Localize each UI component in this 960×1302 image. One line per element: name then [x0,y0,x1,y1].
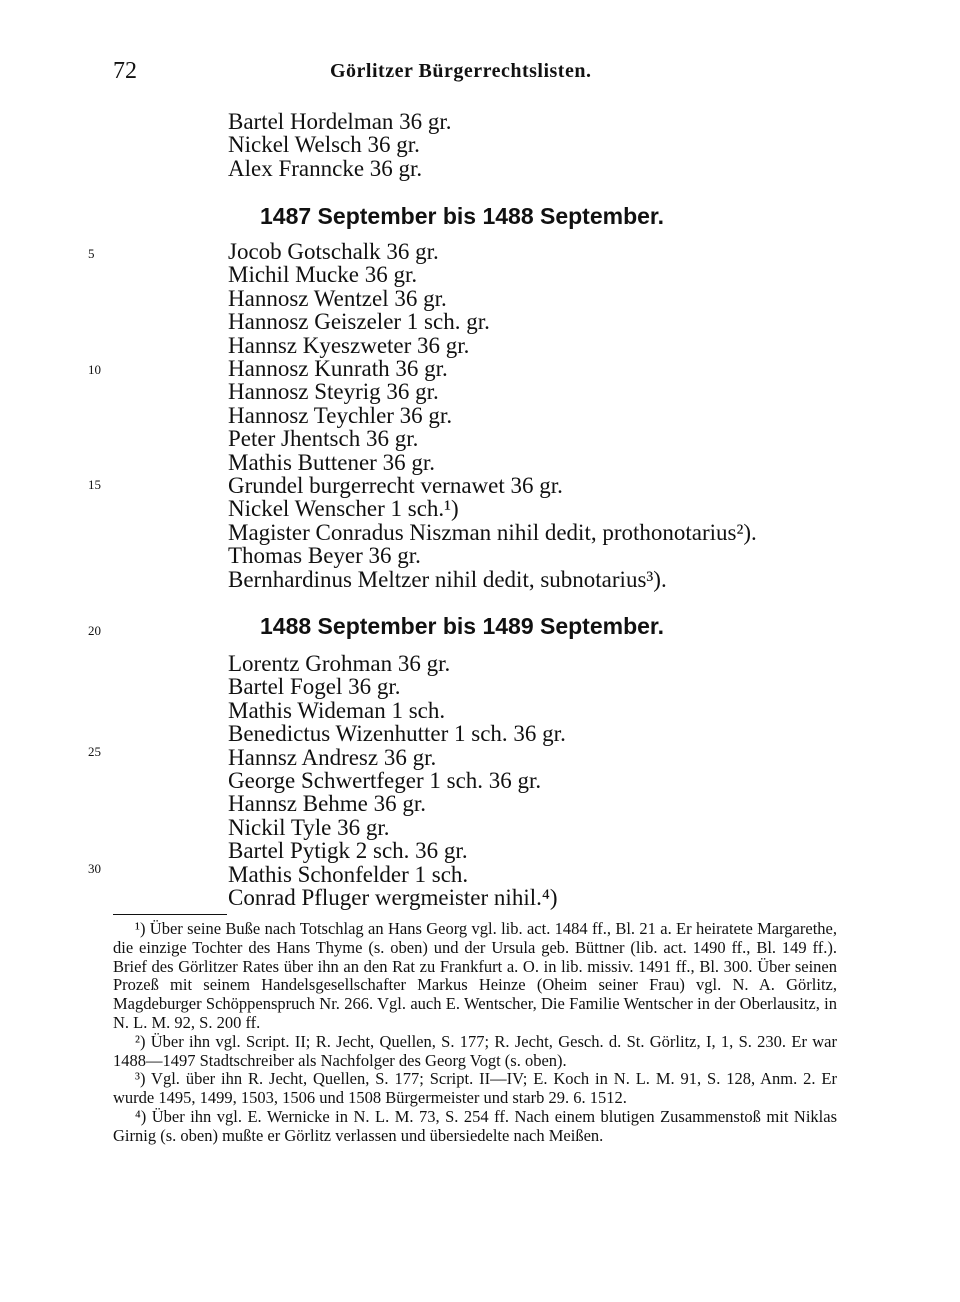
list-item: Mathis Schonfelder 1 sch. [228,861,469,887]
line-number: 10 [88,362,101,377]
entry-list-1487 [228,240,848,591]
line-number: 30 [88,861,101,876]
list-item: Bernhardinus Meltzer nihil dedit, subnotarius³). [228,566,667,592]
list-item: Nickel Welsch 36 gr. [228,132,420,158]
list-item: Lorentz Grohman 36 gr. [228,651,451,676]
list-item: Alex Franncke 36 gr. [228,155,423,181]
list-item: Hannosz Steyrig 36 gr. [228,379,439,405]
list-item: Hannosz Kunrath 36 gr. [228,356,448,382]
list-item: Hannosz Wentzel 36 gr. [228,285,447,311]
footnote: ⁴) Über ihn vgl. E. Wernicke in N. L. M. 73, S. 254 ff. Nach einem blutigen Zusammenstoß mit Niklas Girnig (s. oben) mußte er Görlitz verlassen und übersiedelte nach Meißen. [113,1106,837,1145]
list-item: Bartel Pytigk 2 sch. 36 gr. [228,838,468,864]
list-item: Mathis Buttener 36 gr. [228,449,435,475]
line-number: 5 [88,246,95,261]
list-item: Benedictus Wizenhutter 1 sch. 36 gr. [228,721,566,747]
entry-list-1488 [228,652,848,909]
list-item: Nickil Tyle 36 gr. [228,814,390,840]
list-item: Hannsz Behme 36 gr. [228,791,427,817]
list-item: Jocob Gotschalk 36 gr. [228,239,439,264]
list-item: Magister Conradus Niszman nihil dedit, prothonotarius²). [228,519,757,545]
list-item: Bartel Hordelman 36 gr. [228,109,452,134]
line-number: 25 [88,744,101,759]
list-item: Hannsz Andresz 36 gr. [228,744,437,770]
footnotes [113,920,837,1146]
list-item: Thomas Beyer 36 gr. [228,543,421,569]
list-item: Hannosz Teychler 36 gr. [228,402,453,428]
section-heading: 1488 September bis 1489 September. [260,613,664,639]
list-item: Hannsz Kyeszweter 36 gr. [228,332,470,358]
entry-list-continued [228,110,848,180]
list-item: Bartel Fogel 36 gr. [228,674,401,700]
list-item: Michil Mucke 36 gr. [228,262,418,288]
list-item: Conrad Pfluger wergmeister nihil.⁴) [228,885,558,911]
list-item: Peter Jhentsch 36 gr. [228,426,419,452]
list-item: Mathis Wideman 1 sch. [228,697,446,723]
section-heading: 1487 September bis 1488 September. [260,203,664,229]
line-number: 20 [88,623,101,638]
footnote: ³) Vgl. über ihn R. Jecht, Quellen, S. 177; Script. II—IV; E. Koch in N. L. M. 91, S. 128, Anm. 2. Er wurde 1495, 1499, 1503, 1506 und 1508 Bürgermeister und starb 29. 6. 1512. [113,1069,837,1108]
list-item: Nickel Wenscher 1 sch.¹) [228,496,459,522]
page-header [0,58,960,88]
list-item: Grundel burgerrecht vernawet 36 gr. [228,473,563,499]
page-number: 72 [113,58,137,84]
line-number: 15 [88,477,101,492]
list-item: Hannosz Geiszeler 1 sch. gr. [228,309,490,335]
footnote: ¹) Über seine Buße nach Totschlag an Hans Georg vgl. lib. act. 1484 ff., Bl. 21 a. Er heiratete Margarethe, die einzige Tochter des Hans Thyme (s. oben) und der Ursula geb. Büttner (lib. act. 1490 ff., Bl. 149 ff.). Brief des Görlitzer Rates über ihn an den Rat zu Frankfurt a. O. in lib. missiv. 1491 ff., Bl. 300. Über seinen Prozeß mit seinem Handelsgesellschafter Markus Heinze (Oheim seiner Frau) vgl. N. A. Görlitz, Magdeburger Schöppenspruch Nr. 266. Vgl. auch E. Wentscher, Die Familie Wentscher in der Oberlausitz, in N. L. M. 92, S. 200 ff. [113,919,837,1032]
running-title: Görlitzer Bürgerrechtslisten. [330,60,592,82]
footnote-divider [113,914,227,915]
footnote: ²) Über ihn vgl. Script. II; R. Jecht, Quellen, S. 177; R. Jecht, Gesch. d. St. Görlitz, I, 1, S. 230. Er war 1488—1497 Stadtschreiber als Nachfolger des Georg Vogt (s. oben). [113,1031,837,1070]
list-item: George Schwertfeger 1 sch. 36 gr. [228,768,542,794]
